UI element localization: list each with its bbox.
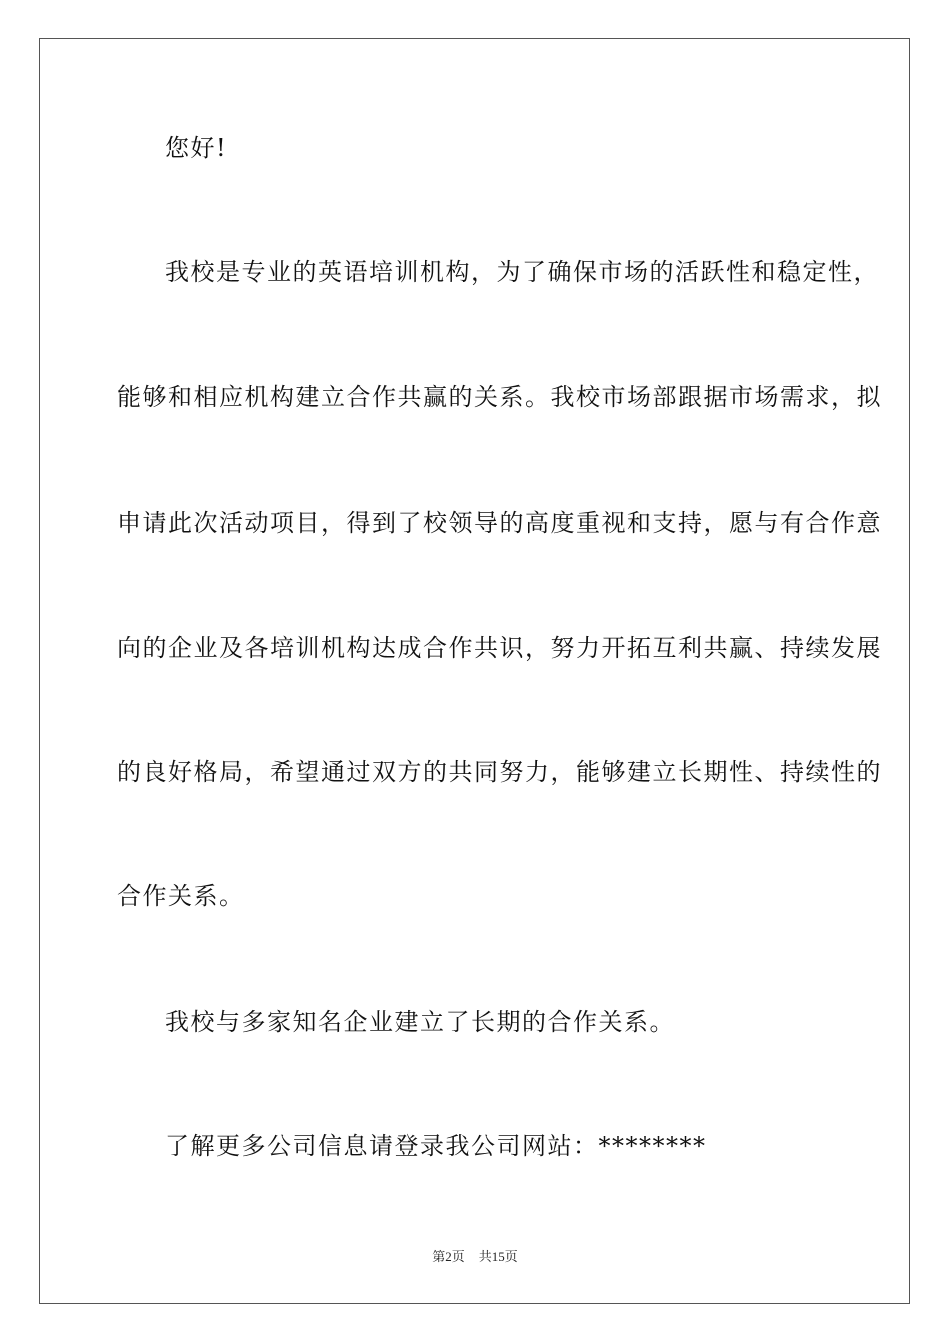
greeting-line: 您好! xyxy=(165,134,228,162)
paragraph1-line-1: 我校是专业的英语培训机构，为了确保市场的活跃性和稳定性， xyxy=(165,258,879,286)
paragraph3-website-line: 了解更多公司信息请登录我公司网站：******** xyxy=(165,1132,707,1160)
page-footer xyxy=(0,1248,950,1266)
paragraph1-line-5: 的良好格局，希望通过双方的共同努力，能够建立长期性、持续性的 xyxy=(117,758,882,786)
paragraph1-line-3: 申请此次活动项目，得到了校领导的高度重视和支持，愿与有合作意 xyxy=(117,509,882,537)
page-number-current: 第2页 xyxy=(432,1249,465,1264)
page-border xyxy=(39,38,910,1304)
paragraph1-line-2: 能够和相应机构建立合作共赢的关系。我校市场部跟据市场需求，拟 xyxy=(117,383,882,411)
page-number-total: 共15页 xyxy=(478,1249,518,1264)
paragraph1-line-6: 合作关系。 xyxy=(117,882,245,910)
paragraph1-line-4: 向的企业及各培训机构达成合作共识，努力开拓互利共赢、持续发展 xyxy=(117,634,882,662)
paragraph2-line: 我校与多家知名企业建立了长期的合作关系。 xyxy=(165,1008,675,1036)
